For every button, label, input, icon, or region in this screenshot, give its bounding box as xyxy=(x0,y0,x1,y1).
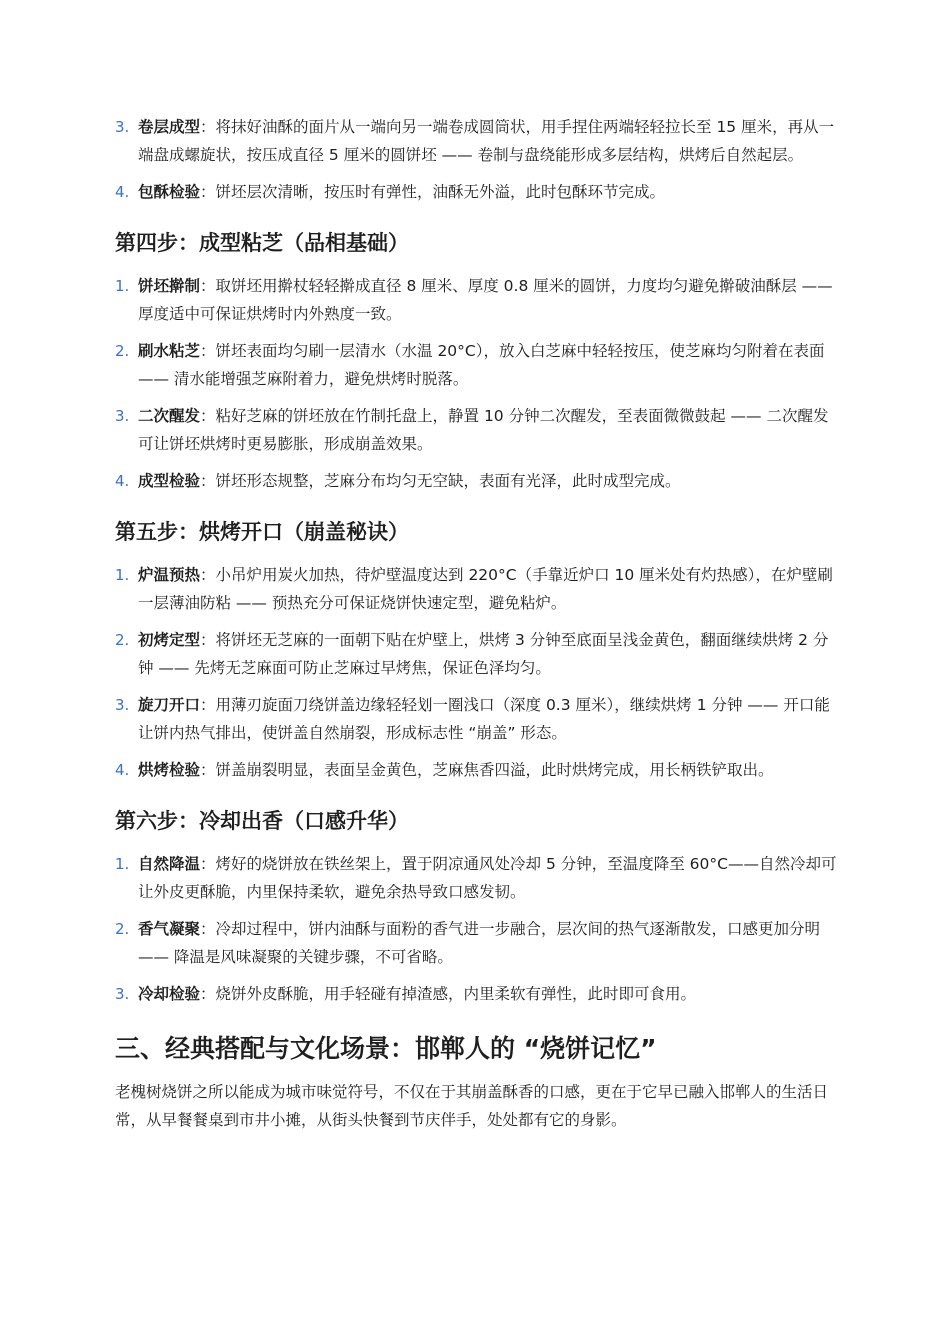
list-number: 2. xyxy=(115,920,130,938)
list-number: 4. xyxy=(115,761,130,779)
step-term: 卷层成型 xyxy=(138,118,201,136)
list-item xyxy=(115,113,837,169)
step-term: 自然降温 xyxy=(138,855,201,873)
list-item xyxy=(115,980,837,1008)
step-term: 包酥检验 xyxy=(138,183,201,201)
list-number: 3. xyxy=(115,985,130,1003)
step-five-heading: 第五步：烘烤开口（崩盖秘诀） xyxy=(115,520,409,544)
list-item xyxy=(115,337,837,393)
step-text: ：烧饼外皮酥脆，用手轻碰有掉渣感，内里柔软有弹性，此时即可食用。 xyxy=(200,985,697,1003)
list-item xyxy=(115,272,837,328)
list-number: 4. xyxy=(115,183,130,201)
step-text: ：饼坯表面均匀刷一层清水（水温 20°C），放入白芝麻中轻轻按压，使芝麻均匀附着在表面 —— 清水能增强芝麻附着力，避免烘烤时脱落。 xyxy=(138,342,825,388)
list-number: 3. xyxy=(115,118,130,136)
section-three-paragraph: 老槐树烧饼之所以能成为城市味觉符号，不仅在于其崩盖酥香的口感，更在于它早已融入邯郸人的生活日常，从早餐餐桌到市井小摊，从街头快餐到节庆伴手，处处都有它的身影。 xyxy=(115,1083,829,1129)
step-term: 成型检验 xyxy=(138,472,201,490)
document-content xyxy=(115,113,837,1134)
list-number: 3. xyxy=(115,696,130,714)
list-item xyxy=(115,561,837,617)
step-text: ：粘好芝麻的饼坯放在竹制托盘上，静置 10 分钟二次醒发，至表面微微鼓起 —— 二次醒发可让饼坯烘烤时更易膨胀，形成崩盖效果。 xyxy=(138,407,829,453)
list-number: 1. xyxy=(115,855,130,873)
step-term: 冷却检验 xyxy=(138,985,201,1003)
step-term: 饼坯擀制 xyxy=(138,277,201,295)
step-term: 刷水粘芝 xyxy=(138,342,201,360)
list-number: 1. xyxy=(115,277,130,295)
step-six-heading: 第六步：冷却出香（口感升华） xyxy=(115,809,409,833)
step-list-baosu xyxy=(115,113,837,206)
step-term: 烘烤检验 xyxy=(138,761,201,779)
list-item xyxy=(115,467,837,495)
step-text: ：烤好的烧饼放在铁丝架上，置于阴凉通风处冷却 5 分钟，至温度降至 60°C——自然冷却可让外皮更酥脆，内里保持柔软，避免余热导致口感发韧。 xyxy=(138,855,837,901)
step-text: ：冷却过程中，饼内油酥与面粉的香气进一步融合，层次间的热气逐渐散发，口感更加分明 —— 降温是风味凝聚的关键步骤，不可省略。 xyxy=(138,920,821,966)
step-text: ：用薄刃旋面刀绕饼盖边缘轻轻划一圈浅口（深度 0.3 厘米），继续烘烤 1 分钟 —— 开口能让饼内热气排出，使饼盖自然崩裂，形成标志性 “崩盖” 形态。 xyxy=(138,696,830,742)
step-list-five xyxy=(115,561,837,784)
step-term: 炉温预热 xyxy=(138,566,201,584)
step-text: ：小吊炉用炭火加热，待炉壁温度达到 220°C（手靠近炉口 10 厘米处有灼热感），在炉壁刷一层薄油防粘 —— 预热充分可保证烧饼快速定型，避免粘炉。 xyxy=(138,566,833,612)
step-text: ：取饼坯用擀杖轻轻擀成直径 8 厘米、厚度 0.8 厘米的圆饼，力度均匀避免擀破油酥层 —— 厚度适中可保证烘烤时内外熟度一致。 xyxy=(138,277,833,323)
step-term: 香气凝聚 xyxy=(138,920,201,938)
list-number: 4. xyxy=(115,472,130,490)
step-list-six xyxy=(115,850,837,1008)
list-item xyxy=(115,626,837,682)
step-list-four xyxy=(115,272,837,495)
section-three-heading: 三、经典搭配与文化场景：邯郸人的 “烧饼记忆” xyxy=(115,1034,657,1063)
list-number: 2. xyxy=(115,342,130,360)
list-item xyxy=(115,850,837,906)
step-text: ：将饼坯无芝麻的一面朝下贴在炉壁上，烘烤 3 分钟至底面呈浅金黄色，翻面继续烘烤 2 分钟 —— 先烤无芝麻面可防止芝麻过早烤焦，保证色泽均匀。 xyxy=(138,631,829,677)
list-item xyxy=(115,178,837,206)
step-text: ：饼盖崩裂明显，表面呈金黄色，芝麻焦香四溢，此时烘烤完成，用长柄铁铲取出。 xyxy=(200,761,774,779)
step-text: ：饼坯形态规整，芝麻分布均匀无空缺，表面有光泽，此时成型完成。 xyxy=(200,472,681,490)
list-number: 1. xyxy=(115,566,130,584)
step-four-heading: 第四步：成型粘芝（品相基础） xyxy=(115,231,409,255)
step-term: 二次醒发 xyxy=(138,407,201,425)
list-item xyxy=(115,756,837,784)
step-text: ：饼坯层次清晰，按压时有弹性，油酥无外溢，此时包酥环节完成。 xyxy=(200,183,666,201)
step-term: 旋刀开口 xyxy=(138,696,201,714)
list-number: 3. xyxy=(115,407,130,425)
list-item xyxy=(115,691,837,747)
list-item xyxy=(115,402,837,458)
step-term: 初烤定型 xyxy=(138,631,201,649)
list-item xyxy=(115,915,837,971)
list-number: 2. xyxy=(115,631,130,649)
step-text: ：将抹好油酥的面片从一端向另一端卷成圆筒状，用手捏住两端轻轻拉长至 15 厘米，再从一端盘成螺旋状，按压成直径 5 厘米的圆饼坯 —— 卷制与盘绕能形成多层结构，烘烤后自然起层。 xyxy=(138,118,835,164)
